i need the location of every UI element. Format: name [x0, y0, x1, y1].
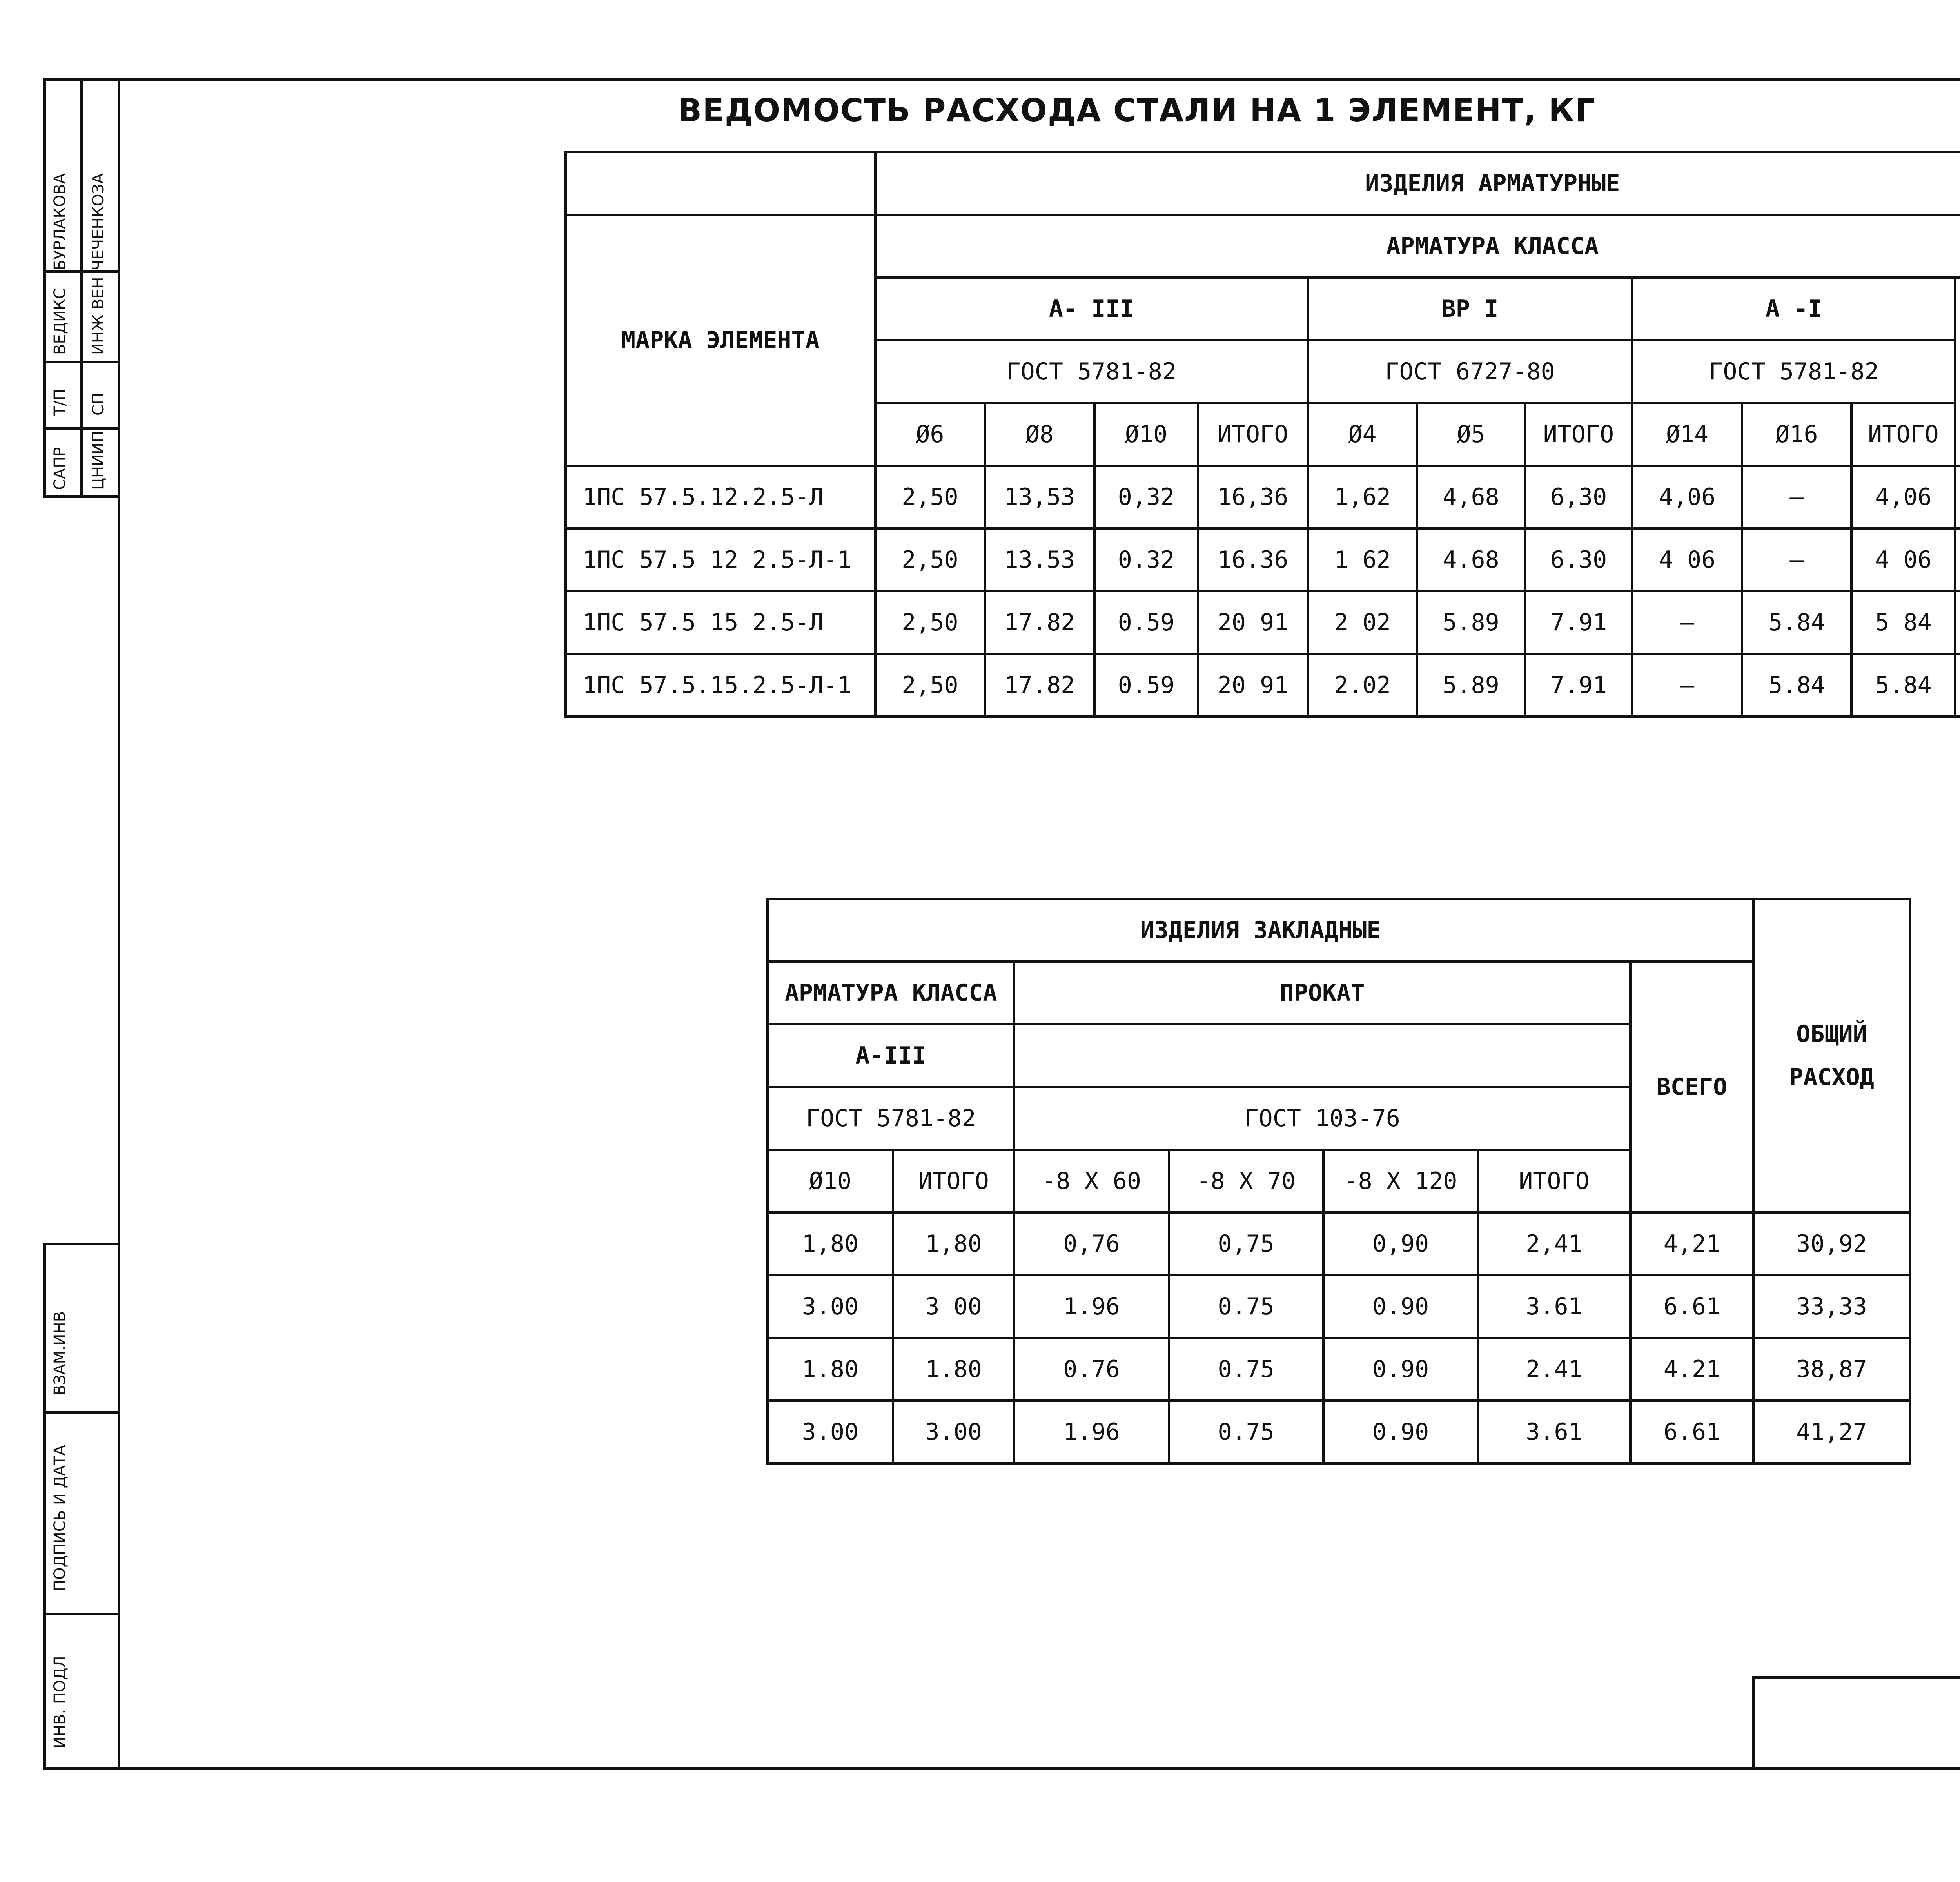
title-block	[1752, 1676, 1960, 1770]
cell: 38,87	[1753, 1338, 1910, 1401]
cell: 6,30	[1525, 466, 1633, 528]
subcol-header: Ø6	[875, 403, 985, 466]
cell: 2,50	[875, 654, 985, 717]
cell: 4,68	[1417, 466, 1524, 528]
cell: 2,50	[875, 591, 985, 654]
cell	[1955, 528, 1960, 591]
cell: 0.90	[1323, 1338, 1478, 1401]
prokat-header: ПРОКАТ	[1014, 962, 1630, 1024]
gost-header: ГОСТ 5781-82	[875, 340, 1308, 403]
cell	[1955, 654, 1960, 717]
cell: 0.59	[1094, 591, 1198, 654]
group-header: ИЗДЕЛИЯ АРМАТУРНЫЕ	[875, 152, 1960, 215]
subcol-header: Ø16	[1742, 403, 1851, 466]
cell: 6.61	[1630, 1275, 1753, 1338]
total-header	[1955, 278, 1960, 466]
cell: 4,21	[1630, 1212, 1753, 1275]
cell: 1,80	[768, 1212, 893, 1275]
subcol-header: Ø14	[1632, 403, 1742, 466]
subcol-header: ИТОГО	[1478, 1150, 1630, 1212]
cell: 20 91	[1198, 591, 1308, 654]
page-title: ВЕДОМОСТЬ РАСХОДА СТАЛИ НА 1 ЭЛЕМЕНТ, КГ	[678, 92, 1596, 129]
subcol-header: -8 X 120	[1323, 1150, 1478, 1212]
cell: 5.84	[1742, 591, 1851, 654]
subcol-header: ИТОГО	[893, 1150, 1014, 1212]
cell: 3.00	[768, 1401, 893, 1463]
cell: 0.59	[1094, 654, 1198, 717]
sidebar-label: САПР	[51, 447, 69, 490]
table-row	[768, 1338, 1910, 1401]
cell: 2 02	[1308, 591, 1417, 654]
cell: 13.53	[985, 528, 1094, 591]
cell: —	[1742, 528, 1851, 591]
gost-header: ГОСТ 103-76	[1014, 1087, 1630, 1150]
table-row	[768, 1212, 1910, 1275]
subcol-header: Ø8	[985, 403, 1094, 466]
subcol-header: ИТОГО	[1851, 403, 1955, 466]
cell: 0,76	[1014, 1212, 1169, 1275]
cell: 7.91	[1525, 591, 1633, 654]
gost-header: ГОСТ 5781-82	[1632, 340, 1955, 403]
cell: 5.89	[1417, 654, 1524, 717]
cell: 6.30	[1525, 528, 1633, 591]
cell: 5.84	[1851, 654, 1955, 717]
gost-header: ГОСТ 5781-82	[768, 1087, 1014, 1150]
cell: 2,50	[875, 466, 985, 528]
cell: 3 00	[893, 1275, 1014, 1338]
sidebar-label: ВЕДИКС	[51, 288, 69, 355]
cell: 20 91	[1198, 654, 1308, 717]
subcol-header: -8 X 70	[1169, 1150, 1323, 1212]
cell: 1ПС 57.5.15.2.5-Л-1	[566, 654, 875, 717]
class-header: ВР I	[1308, 278, 1632, 340]
class-header: A -I	[1632, 278, 1955, 340]
cell: 1ПС 57.5.12.2.5-Л	[566, 466, 875, 528]
cell: —	[1632, 591, 1742, 654]
subcol-header: Ø5	[1417, 403, 1524, 466]
cell: 6.61	[1630, 1401, 1753, 1463]
cell: 0,90	[1323, 1212, 1478, 1275]
subcol-header: Ø10	[768, 1150, 893, 1212]
cell: 0.90	[1323, 1401, 1478, 1463]
mark-header: МАРКА ЭЛЕМЕНТА	[566, 215, 875, 466]
table-row	[566, 591, 1960, 654]
sidebar-label: ИНВ. ПОДЛ	[51, 1656, 69, 1748]
table-row	[768, 1275, 1910, 1338]
sidebar-label: ПОДПИСЬ И ДАТА	[51, 1445, 69, 1592]
cell: 1 62	[1308, 528, 1417, 591]
cell: 30,92	[1753, 1212, 1910, 1275]
cell: 0.75	[1169, 1275, 1323, 1338]
cell: 0,75	[1169, 1212, 1323, 1275]
cell: 3.61	[1478, 1401, 1630, 1463]
cell: 2.41	[1478, 1338, 1630, 1401]
sidebar-label: ВЗАМ.ИНВ	[51, 1311, 69, 1396]
cell: 4.68	[1417, 528, 1524, 591]
table-row	[566, 528, 1960, 591]
cell: 1.80	[893, 1338, 1014, 1401]
subcol-header: ИТОГО	[1525, 403, 1633, 466]
cell: 17.82	[985, 654, 1094, 717]
cell: —	[1742, 466, 1851, 528]
sidebar-label: ЦНИИП	[89, 430, 107, 490]
subcol-header: Ø4	[1308, 403, 1417, 466]
cell: 1.80	[768, 1338, 893, 1401]
cell: 5.84	[1742, 654, 1851, 717]
cell: 16.36	[1198, 528, 1308, 591]
table-row	[566, 654, 1960, 717]
cell: 2,50	[875, 528, 985, 591]
corner-cell	[566, 152, 875, 215]
sidebar-label: Т/П	[51, 389, 69, 416]
cell: 5.89	[1417, 591, 1524, 654]
table-row	[768, 1401, 1910, 1463]
cell: 0.75	[1169, 1401, 1323, 1463]
cell: 0.32	[1094, 528, 1198, 591]
cell: 0,32	[1094, 466, 1198, 528]
cell: 1.96	[1014, 1275, 1169, 1338]
cell: —	[1632, 654, 1742, 717]
cell: 4.21	[1630, 1338, 1753, 1401]
subcol-header: -8 X 60	[1014, 1150, 1169, 1212]
cell: 7.91	[1525, 654, 1633, 717]
cell: 2,41	[1478, 1212, 1630, 1275]
cell: 1,80	[893, 1212, 1014, 1275]
total-header: ВСЕГО	[1630, 962, 1753, 1212]
group-header: ИЗДЕЛИЯ ЗАКЛАДНЫЕ	[768, 899, 1753, 962]
cell: 33,33	[1753, 1275, 1910, 1338]
cell: 4 06	[1851, 528, 1955, 591]
cell: 0.75	[1169, 1338, 1323, 1401]
sidebar-label: БУРЛАКОВА	[51, 173, 69, 270]
cell: 5 84	[1851, 591, 1955, 654]
cell	[1955, 466, 1960, 528]
cell: 1ПС 57.5 15 2.5-Л	[566, 591, 875, 654]
class-header: A-III	[768, 1024, 1014, 1087]
steel-consumption-table	[564, 151, 1960, 718]
table-row	[566, 466, 1960, 528]
gost-header: ГОСТ 6727-80	[1308, 340, 1632, 403]
cell: 0.76	[1014, 1338, 1169, 1401]
cell: 16,36	[1198, 466, 1308, 528]
class-header: A- III	[875, 278, 1308, 340]
cell: 1.96	[1014, 1401, 1169, 1463]
cell: 4,06	[1851, 466, 1955, 528]
sidebar-label: ЧЕЧЕНКОЗА	[89, 173, 107, 270]
cell: 17.82	[985, 591, 1094, 654]
cell: 4,06	[1632, 466, 1742, 528]
empty-cell	[1014, 1024, 1630, 1087]
sidebar-label: СП	[89, 392, 107, 416]
subcol-header: ИТОГО	[1198, 403, 1308, 466]
cell: 3.00	[768, 1275, 893, 1338]
cell: 13,53	[985, 466, 1094, 528]
cell: 3.61	[1478, 1275, 1630, 1338]
cell: 1,62	[1308, 466, 1417, 528]
overall-header: ОБЩИЙ РАСХОД	[1753, 899, 1910, 1212]
subgroup-header: АРМАТУРА КЛАССА	[875, 215, 1960, 278]
cell: 3.00	[893, 1401, 1014, 1463]
subcol-header: Ø10	[1094, 403, 1198, 466]
cell	[1955, 591, 1960, 654]
cell: 0.90	[1323, 1275, 1478, 1338]
cell: 41,27	[1753, 1401, 1910, 1463]
cell: 1ПС 57.5 12 2.5-Л-1	[566, 528, 875, 591]
cell: 4 06	[1632, 528, 1742, 591]
embedded-items-table	[766, 898, 1911, 1465]
arm-class-header: АРМАТУРА КЛАССА	[768, 962, 1014, 1024]
cell: 2.02	[1308, 654, 1417, 717]
sidebar-label: ИНЖ ВЕН	[89, 277, 107, 355]
